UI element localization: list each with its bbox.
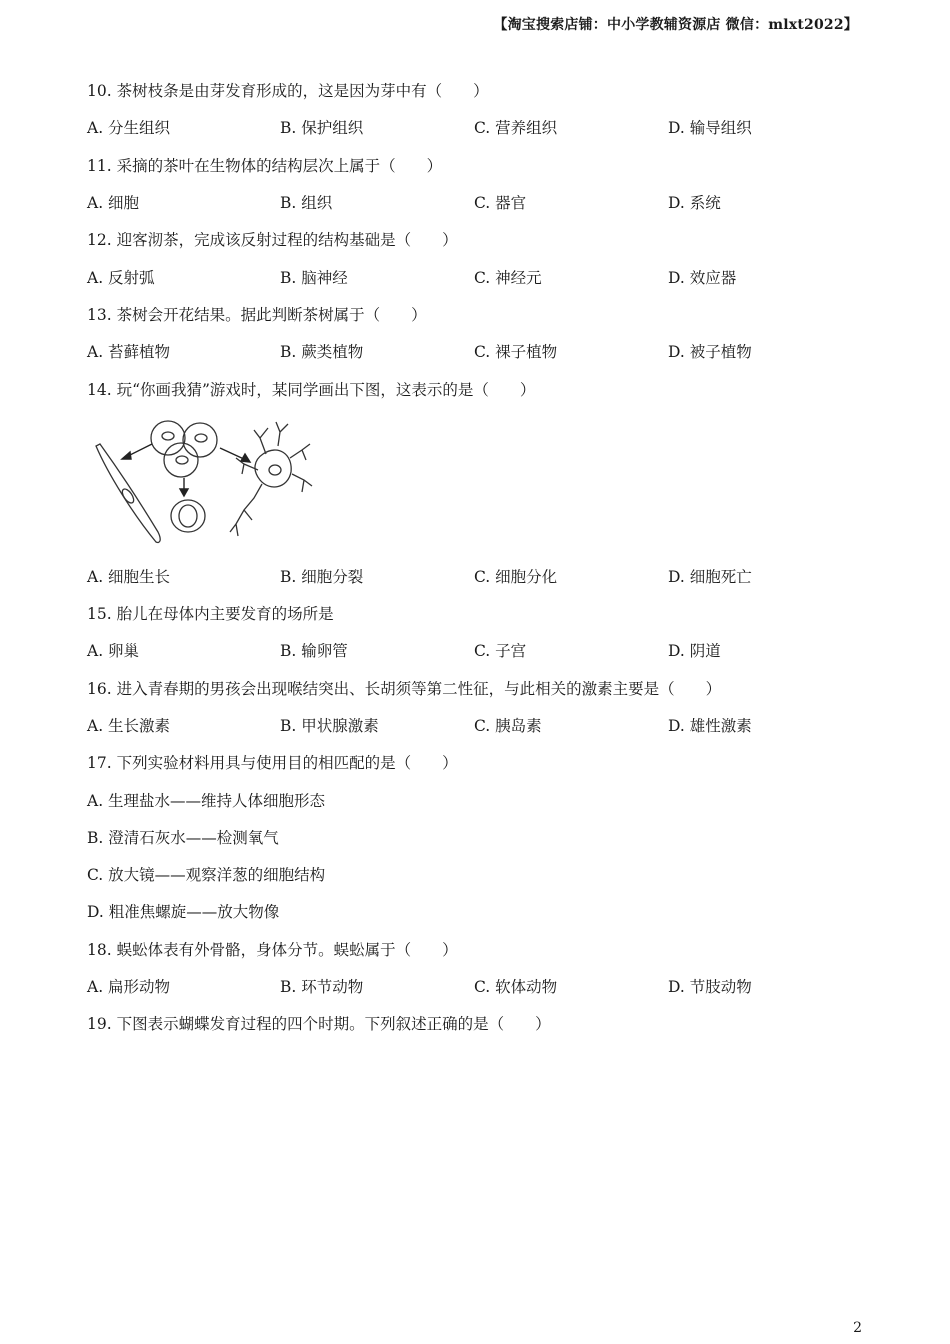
question-11-option-c: C. 器官 [474, 194, 527, 212]
question-10-option-c: C. 营养组织 [474, 119, 558, 137]
question-12-option-b: B. 脑神经 [280, 269, 348, 287]
question-14-option-c: C. 细胞分化 [474, 568, 558, 586]
question-11-option-a: A. 细胞 [87, 194, 140, 212]
question-12-option-c: C. 神经元 [474, 269, 542, 287]
cell-differentiation-figure [88, 414, 318, 549]
question-16-option-c: C. 胰岛素 [474, 717, 542, 735]
round-cell-2 [183, 423, 217, 457]
question-13-option-c: C. 裸子植物 [474, 343, 558, 361]
question-18-stem: 18. 蜈蚣体表有外骨骼，身体分节。蜈蚣属于（ ） [87, 941, 458, 959]
question-17-option-d: D. 粗准焦螺旋——放大物像 [87, 903, 280, 921]
question-15-option-d: D. 阴道 [668, 642, 721, 660]
page-header: 【淘宝搜索店铺：中小学教辅资源店 微信：mlxt2022】 [493, 17, 858, 33]
question-15-option-c: C. 子宫 [474, 642, 527, 660]
neuron-body [255, 450, 291, 487]
question-13-stem: 13. 茶树会开花结果。据此判断茶树属于（ ） [87, 306, 427, 324]
question-10-option-a: A. 分生组织 [87, 119, 171, 137]
question-18-option-c: C. 软体动物 [474, 978, 558, 996]
question-18-option-d: D. 节肢动物 [668, 978, 752, 996]
round-cell-2-nucleus [195, 434, 207, 442]
arrow-to-spindle-head [122, 452, 131, 459]
question-14-option-a: A. 细胞生长 [87, 568, 171, 586]
question-14-stem: 14. 玩“你画我猜”游戏时，某同学画出下图，这表示的是（ ） [87, 381, 536, 399]
question-11-stem: 11. 采摘的茶叶在生物体的结构层次上属于（ ） [87, 157, 443, 175]
question-17-option-a: A. 生理盐水——维持人体细胞形态 [87, 792, 326, 810]
question-17-option-b: B. 澄清石灰水——检测氧气 [87, 829, 279, 847]
question-13-option-d: D. 被子植物 [668, 343, 752, 361]
question-15-option-a: A. 卵巢 [87, 642, 140, 660]
round-cell-3-nucleus [176, 456, 188, 464]
question-14-option-d: D. 细胞死亡 [668, 568, 752, 586]
question-14-option-b: B. 细胞分裂 [280, 568, 364, 586]
question-13-option-b: B. 蕨类植物 [280, 343, 364, 361]
question-10-option-d: D. 输导组织 [668, 119, 752, 137]
question-12-stem: 12. 迎客沏茶，完成该反射过程的结构基础是（ ） [87, 231, 458, 249]
question-15-stem: 15. 胎儿在母体内主要发育的场所是 [87, 605, 334, 623]
question-17-stem: 17. 下列实验材料用具与使用目的相匹配的是（ ） [87, 754, 458, 772]
question-12-option-a: A. 反射弧 [87, 269, 155, 287]
neuron-dendrites [230, 422, 312, 536]
question-19-stem: 19. 下图表示蝴蝶发育过程的四个时期。下列叙述正确的是（ ） [87, 1015, 551, 1033]
question-11-option-b: B. 组织 [280, 194, 333, 212]
question-16-option-a: A. 生长激素 [87, 717, 171, 735]
question-16-stem: 16. 进入青春期的男孩会出现喉结突出、长胡须等第二性征，与此相关的激素主要是（ ） [87, 680, 722, 698]
page-number: 2 [853, 1320, 862, 1336]
question-18-option-b: B. 环节动物 [280, 978, 364, 996]
question-12-option-d: D. 效应器 [668, 269, 737, 287]
question-13-option-a: A. 苔藓植物 [87, 343, 171, 361]
question-11-option-d: D. 系统 [668, 194, 721, 212]
question-16-option-d: D. 雄性激素 [668, 717, 752, 735]
question-16-option-b: B. 甲状腺激素 [280, 717, 379, 735]
round-cell-1-nucleus [162, 432, 174, 440]
neuron-nucleus [269, 465, 281, 475]
arrow-to-neuron-head [241, 454, 250, 462]
question-15-option-b: B. 输卵管 [280, 642, 348, 660]
arrow-to-blood-head [180, 489, 188, 496]
blood-cell-inner [179, 505, 197, 527]
question-10-option-b: B. 保护组织 [280, 119, 364, 137]
question-18-option-a: A. 扁形动物 [87, 978, 171, 996]
question-10-stem: 10. 茶树枝条是由芽发育形成的，这是因为芽中有（ ） [87, 82, 489, 100]
question-17-option-c: C. 放大镜——观察洋葱的细胞结构 [87, 866, 326, 884]
